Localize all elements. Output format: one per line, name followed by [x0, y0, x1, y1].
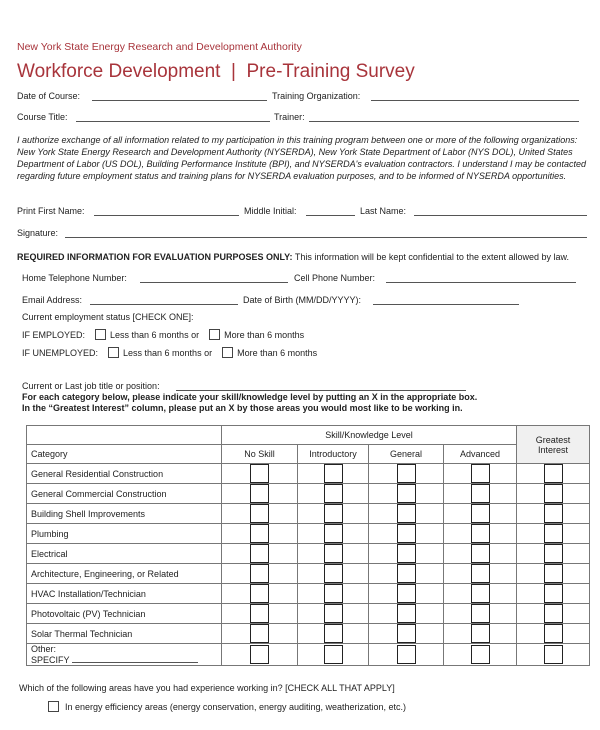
- no-skill-checkbox[interactable]: [250, 504, 269, 523]
- date-of-course-field[interactable]: [92, 100, 267, 101]
- general-checkbox[interactable]: [397, 504, 416, 523]
- table-row: [27, 584, 590, 604]
- general-checkbox[interactable]: [397, 564, 416, 583]
- middle-initial-label: Middle Initial:: [244, 206, 297, 216]
- level-header-no-skill: No Skill: [222, 445, 298, 464]
- introductory-checkbox[interactable]: [324, 604, 343, 623]
- employment-status-label: Current employment status [CHECK ONE]:: [22, 312, 194, 322]
- employed-more-checkbox[interactable]: [209, 329, 220, 340]
- dob-field[interactable]: [373, 304, 519, 305]
- other-label: Other:: [31, 644, 57, 654]
- job-title-label: Current or Last job title or position:: [22, 381, 160, 391]
- or-text: or: [191, 330, 200, 340]
- no-skill-checkbox[interactable]: [250, 544, 269, 563]
- table-row: [27, 484, 590, 504]
- interest-checkbox[interactable]: [544, 604, 563, 623]
- advanced-checkbox[interactable]: [471, 524, 490, 543]
- table-row: [27, 564, 590, 584]
- course-title-field[interactable]: [76, 121, 270, 122]
- authorization-statement: I authorize exchange of all information related to my participation in this training program between one or more of the following organizations: New York State Energy Research and Development Authority (NYSERDA), New York State Department of Labor (NYS DOL), United States Department of Labor (US DOL), Building Performance Institute (BPI), and NYSERDA's evaluation contractors. I understand I may be contacted regarding future employment status and training plans for NYSERDA evaluation purposes, and to be informed of NYSERDA opportunities.: [17, 135, 586, 181]
- or-text: or: [204, 348, 213, 358]
- level-header-general: General: [369, 445, 444, 464]
- no-skill-checkbox[interactable]: [250, 584, 269, 603]
- energy-efficiency-checkbox[interactable]: [48, 701, 59, 712]
- experience-option-energy-efficiency: [48, 701, 406, 712]
- page-title: Workforce Development | Pre-Training Survey: [17, 61, 415, 82]
- category-header: Category: [27, 445, 222, 464]
- date-of-course-label: Date of Course:: [17, 91, 81, 101]
- no-skill-checkbox[interactable]: [250, 524, 269, 543]
- general-checkbox[interactable]: [397, 524, 416, 543]
- unemployed-more-label: More than 6 months: [237, 348, 318, 358]
- interest-checkbox[interactable]: [544, 464, 563, 483]
- skills-table: [26, 425, 590, 666]
- table-corner-cell: [27, 426, 222, 445]
- signature-label: Signature:: [17, 228, 59, 238]
- interest-checkbox[interactable]: [544, 624, 563, 643]
- instruction-skill: For each category below, please indicate your skill/knowledge level by putting an X in the appropriate box.: [22, 392, 478, 402]
- level-header-introductory: Introductory: [298, 445, 369, 464]
- skill-level-header: Skill/Knowledge Level: [222, 426, 517, 445]
- interest-checkbox[interactable]: [544, 544, 563, 563]
- job-title-field[interactable]: [176, 390, 466, 391]
- level-header-advanced: Advanced: [444, 445, 517, 464]
- first-name-label: Print First Name:: [17, 206, 85, 216]
- table-row: [27, 544, 590, 564]
- unemployed-less-label: Less than 6 months: [123, 348, 202, 358]
- advanced-checkbox[interactable]: [471, 624, 490, 643]
- cell-phone-field[interactable]: [386, 282, 576, 283]
- trainer-field[interactable]: [309, 121, 579, 122]
- signature-field[interactable]: [65, 237, 587, 238]
- category-label: General Commercial Construction: [27, 484, 222, 504]
- course-title-label: Course Title:: [17, 112, 68, 122]
- trainer-label: Trainer:: [274, 112, 305, 122]
- cell-phone-label: Cell Phone Number:: [294, 273, 376, 283]
- table-row: [27, 504, 590, 524]
- general-checkbox[interactable]: [397, 584, 416, 603]
- confidential-note: This information will be kept confidential to the extent allowed by law.: [292, 252, 570, 262]
- general-checkbox[interactable]: [397, 464, 416, 483]
- email-field[interactable]: [90, 304, 238, 305]
- advanced-checkbox[interactable]: [471, 544, 490, 563]
- table-row: [27, 524, 590, 544]
- introductory-checkbox[interactable]: [324, 584, 343, 603]
- category-label: Building Shell Improvements: [27, 504, 222, 524]
- category-label: Architecture, Engineering, or Related: [27, 564, 222, 584]
- general-checkbox[interactable]: [397, 624, 416, 643]
- general-checkbox[interactable]: [397, 544, 416, 563]
- other-category-cell: [27, 644, 222, 666]
- interest-checkbox[interactable]: [544, 584, 563, 603]
- last-name-label: Last Name:: [360, 206, 407, 216]
- advanced-checkbox[interactable]: [471, 604, 490, 623]
- energy-efficiency-label: In energy efficiency areas (energy conservation, energy auditing, weatherization, etc.): [65, 702, 407, 712]
- no-skill-checkbox[interactable]: [250, 645, 269, 664]
- dob-label: Date of Birth (MM/DD/YYYY):: [243, 295, 362, 305]
- email-label: Email Address:: [22, 295, 83, 305]
- middle-initial-field[interactable]: [306, 215, 355, 216]
- employed-more-label: More than 6 months: [224, 330, 305, 340]
- unemployed-more-checkbox[interactable]: [222, 347, 233, 358]
- category-label: General Residential Construction: [27, 464, 222, 484]
- employed-less-checkbox[interactable]: [95, 329, 106, 340]
- no-skill-checkbox[interactable]: [250, 484, 269, 503]
- interest-checkbox[interactable]: [544, 564, 563, 583]
- no-skill-checkbox[interactable]: [250, 564, 269, 583]
- general-checkbox[interactable]: [397, 484, 416, 503]
- unemployed-less-checkbox[interactable]: [108, 347, 119, 358]
- organization-name: New York State Energy Research and Development Authority: [17, 41, 302, 53]
- greatest-interest-header: Greatest Interest: [517, 426, 590, 464]
- home-phone-label: Home Telephone Number:: [22, 273, 127, 283]
- employed-label: IF EMPLOYED:: [22, 330, 86, 340]
- category-label: HVAC Installation/Technician: [27, 584, 222, 604]
- no-skill-checkbox[interactable]: [250, 464, 269, 483]
- table-row: [27, 464, 590, 484]
- interest-checkbox[interactable]: [544, 504, 563, 523]
- interest-checkbox[interactable]: [544, 484, 563, 503]
- required-info-heading: [17, 252, 569, 262]
- last-name-field[interactable]: [414, 215, 587, 216]
- category-label: Photovoltaic (PV) Technician: [27, 604, 222, 624]
- advanced-checkbox[interactable]: [471, 484, 490, 503]
- instruction-interest: In the “Greatest Interest” column, please put an X by those areas you would most like to be working in.: [22, 403, 463, 413]
- table-row-other: [27, 644, 590, 666]
- table-row: [27, 624, 590, 644]
- specify-row: [31, 654, 217, 665]
- introductory-checkbox[interactable]: [324, 645, 343, 664]
- interest-checkbox[interactable]: [544, 645, 563, 664]
- introductory-checkbox[interactable]: [324, 464, 343, 483]
- general-checkbox[interactable]: [397, 604, 416, 623]
- no-skill-checkbox[interactable]: [250, 624, 269, 643]
- introductory-checkbox[interactable]: [324, 524, 343, 543]
- unemployed-row: [22, 347, 317, 358]
- first-name-field[interactable]: [94, 215, 239, 216]
- unemployed-label: IF UNEMPLOYED:: [22, 348, 99, 358]
- interest-checkbox[interactable]: [544, 524, 563, 543]
- category-label: Electrical: [27, 544, 222, 564]
- specify-label: SPECIFY: [31, 655, 70, 665]
- table-row: [27, 604, 590, 624]
- advanced-checkbox[interactable]: [471, 564, 490, 583]
- general-checkbox[interactable]: [397, 645, 416, 664]
- advanced-checkbox[interactable]: [471, 464, 490, 483]
- training-organization-field[interactable]: [371, 100, 579, 101]
- training-organization-label: Training Organization:: [272, 91, 361, 101]
- advanced-checkbox[interactable]: [471, 584, 490, 603]
- introductory-checkbox[interactable]: [324, 624, 343, 643]
- specify-field[interactable]: [72, 654, 198, 663]
- introductory-checkbox[interactable]: [324, 564, 343, 583]
- required-heading-text: REQUIRED INFORMATION FOR EVALUATION PURPOSES ONLY:: [17, 252, 293, 262]
- introductory-checkbox[interactable]: [324, 544, 343, 563]
- advanced-checkbox[interactable]: [471, 504, 490, 523]
- category-label: Solar Thermal Technician: [27, 624, 222, 644]
- employed-row: [22, 329, 304, 340]
- category-label: Plumbing: [27, 524, 222, 544]
- experience-question: Which of the following areas have you had experience working in? [CHECK ALL THAT APPLY]: [19, 683, 395, 693]
- advanced-checkbox[interactable]: [471, 645, 490, 664]
- no-skill-checkbox[interactable]: [250, 604, 269, 623]
- introductory-checkbox[interactable]: [324, 484, 343, 503]
- employed-less-label: Less than 6 months: [110, 330, 189, 340]
- home-phone-field[interactable]: [140, 282, 288, 283]
- introductory-checkbox[interactable]: [324, 504, 343, 523]
